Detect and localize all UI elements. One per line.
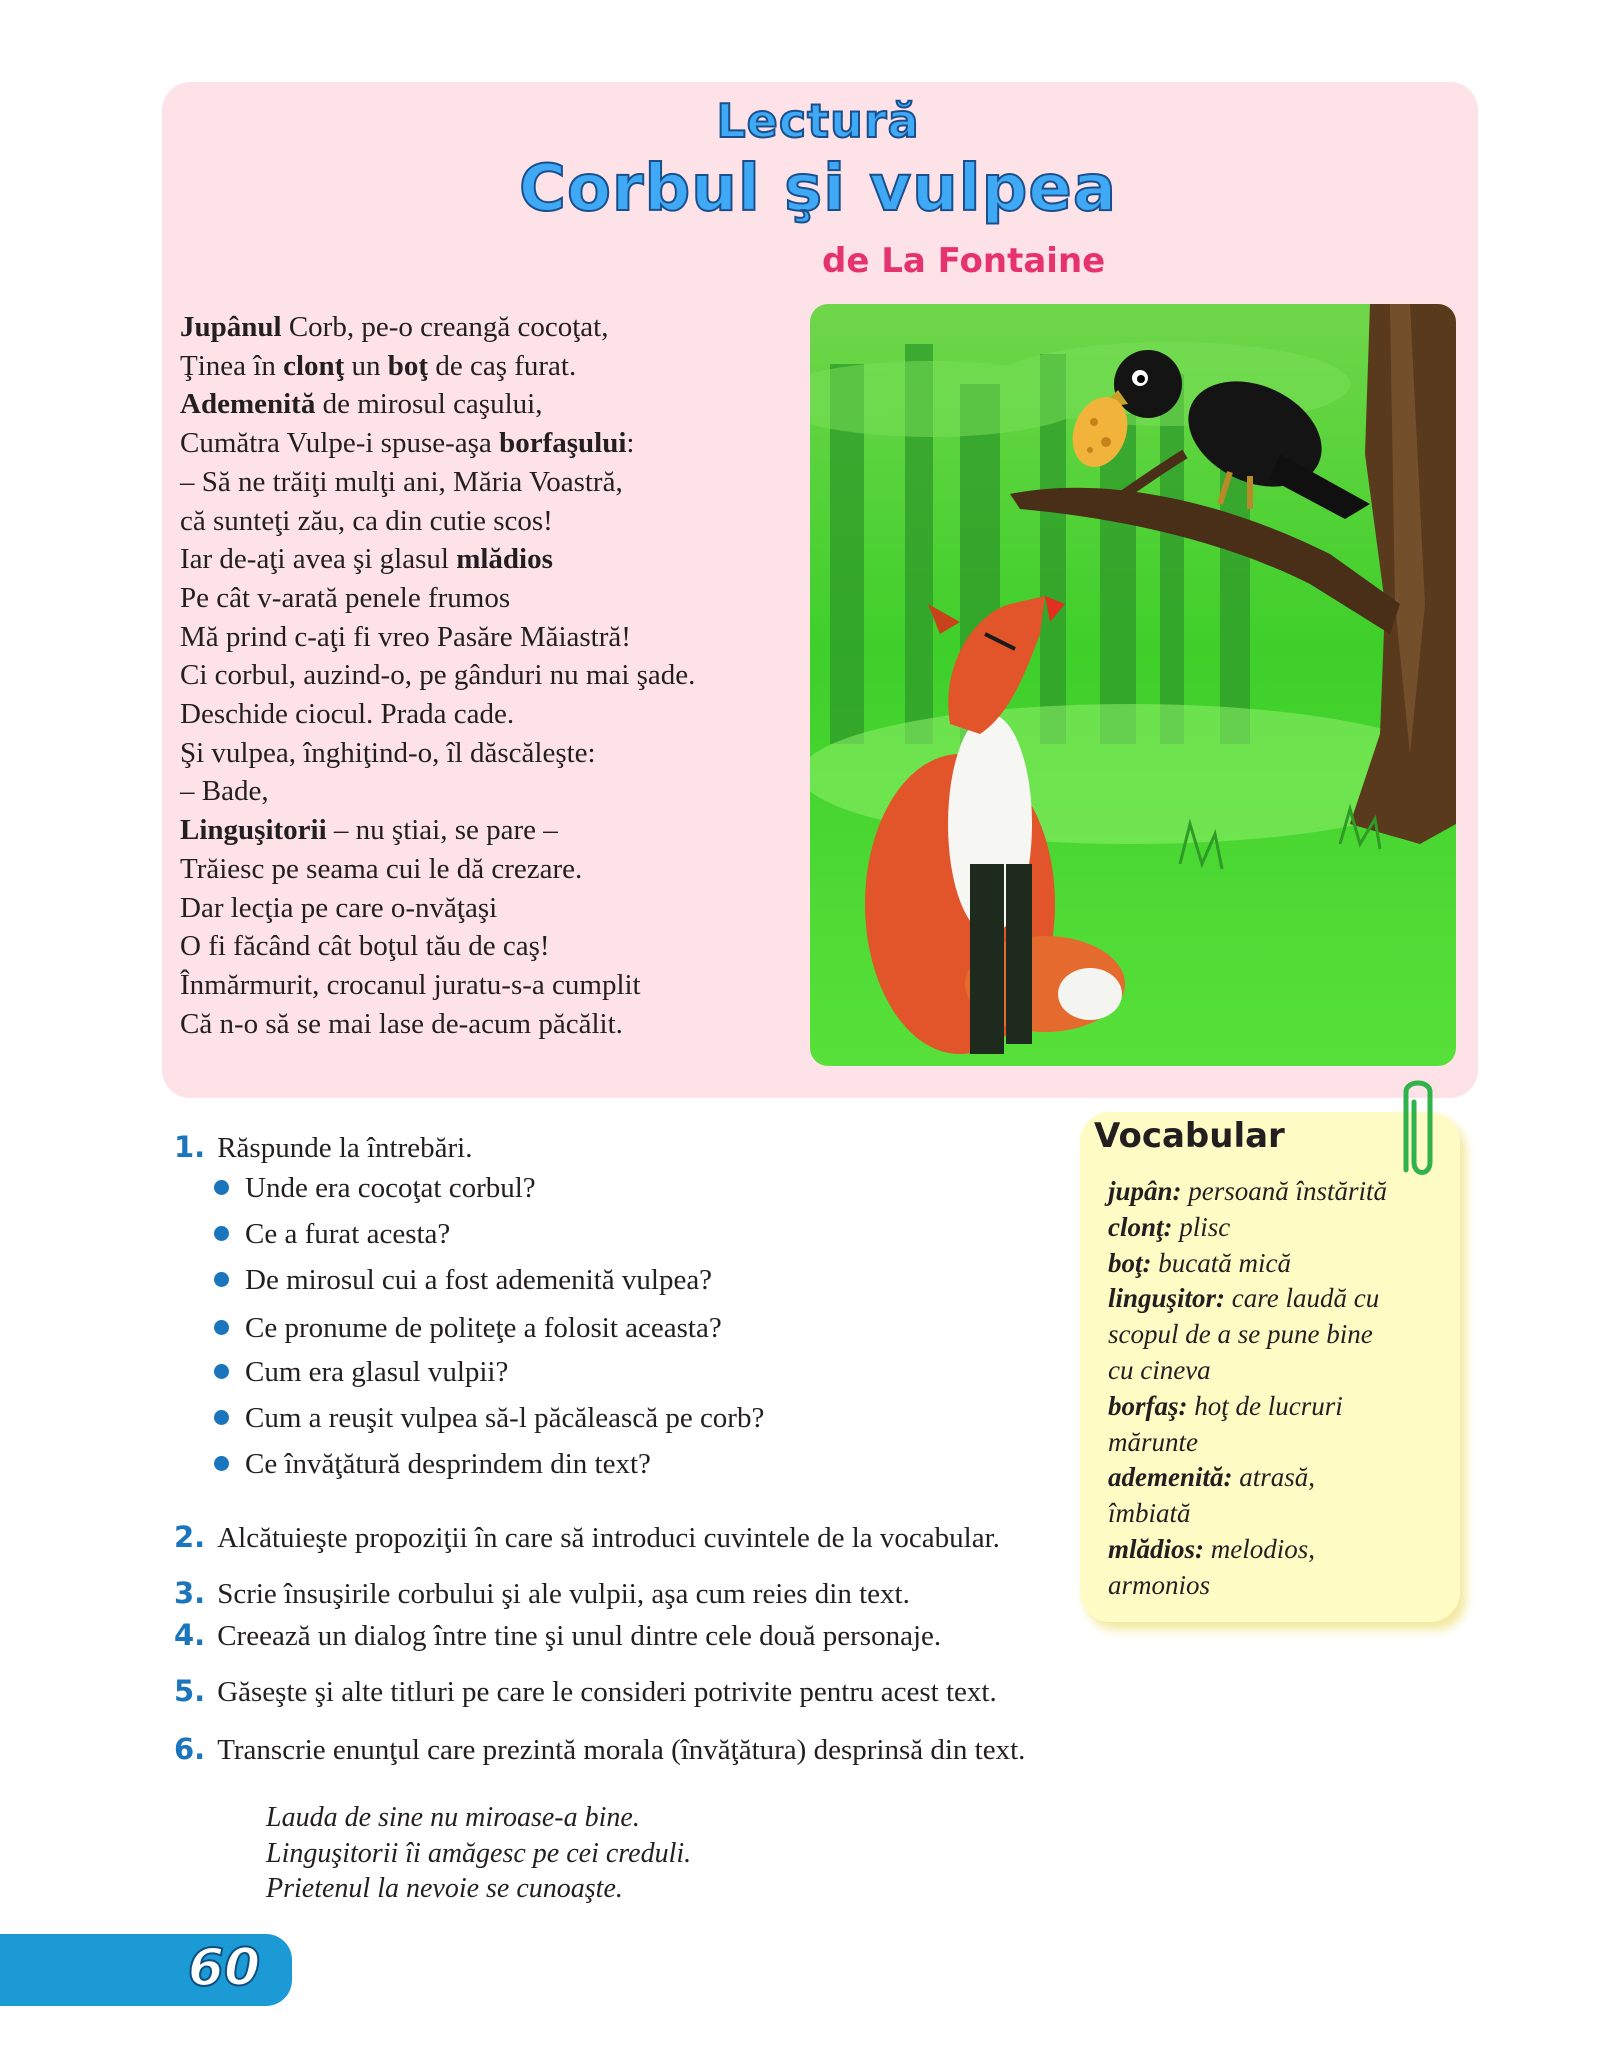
bullet-icon	[214, 1180, 229, 1195]
exercise-5	[174, 1674, 997, 1709]
poem-line: Ci corbul, auzind-o, pe gânduri nu mai şade.	[180, 659, 696, 692]
poem-line: Ţinea în clonţ un boţ de caş furat.	[180, 349, 577, 382]
question-item: Ce învăţătură desprindem din text?	[214, 1448, 651, 1481]
poem-line: – Bade,	[180, 775, 269, 808]
poem-line: Trăiesc pe seama cui le dă crezare.	[180, 852, 583, 885]
vocabulary-line: jupân: persoană înstărită	[1108, 1176, 1388, 1206]
paperclip-icon	[1392, 1074, 1444, 1184]
vocabulary-line: boţ: bucată mică	[1108, 1247, 1291, 1278]
exercise-number: 5.	[174, 1674, 206, 1708]
fable-illustration	[810, 304, 1456, 1066]
question-item: Cum a reuşit vulpea să-l păcălească pe corb?	[214, 1402, 764, 1435]
poem-line: Linguşitorii – nu ştiai, se pare –	[180, 814, 558, 847]
bullet-icon	[214, 1456, 229, 1471]
vocabulary-line: linguşitor: care laudă cu	[1108, 1283, 1380, 1314]
poem-line: Jupânul Corb, pe-o creangă cocoţat,	[180, 311, 609, 343]
vocabulary-line: scopul de a se pune bine	[1108, 1319, 1373, 1350]
poem-line: Că n-o să se mai lase de-acum păcălit.	[180, 1007, 623, 1040]
moral-line: Lauda de sine nu miroase-a bine.	[266, 1802, 640, 1833]
poem-line: Mă prind c-aţi fi vreo Pasăre Măiastră!	[180, 620, 631, 653]
poem-line: Pe cât v-arată penele frumos	[180, 581, 511, 614]
exercise-number: 2.	[174, 1520, 206, 1554]
bullet-icon	[214, 1320, 229, 1335]
exercise-text: Găseşte şi alte titluri pe care le consideri potrivite pentru acest text.	[217, 1676, 997, 1708]
vocabulary-line: mlădios: melodios,	[1108, 1533, 1316, 1564]
poem	[180, 308, 800, 1043]
poem-line: Cumătra Vulpe-i spuse-aşa borfaşului:	[180, 427, 635, 460]
exercise-1	[174, 1130, 472, 1165]
exercise-3	[174, 1576, 910, 1611]
moral-options	[266, 1800, 691, 1907]
poem-line: Deschide ciocul. Prada cade.	[180, 698, 515, 731]
exercise-text: Transcrie enunţul care prezintă morala (învăţătura) desprinsă din text.	[217, 1734, 1026, 1766]
bullet-icon	[214, 1410, 229, 1425]
bullet-icon	[214, 1364, 229, 1379]
exercise-number: 1.	[174, 1130, 206, 1164]
question-item: Cum era glasul vulpii?	[214, 1356, 508, 1389]
exercise-text: Răspunde la întrebări.	[217, 1132, 473, 1164]
moral-line: Prietenul la nevoie se cunoaşte.	[266, 1873, 623, 1904]
exercise-6	[174, 1732, 1025, 1767]
exercise-text: Scrie însuşirile corbului şi ale vulpii, aşa cum reies din text.	[217, 1578, 910, 1610]
exercise-text: Creează un dialog între tine şi unul dintre cele două personaje.	[217, 1620, 942, 1652]
exercise-number: 3.	[174, 1576, 206, 1610]
question-item: Unde era cocoţat corbul?	[214, 1172, 536, 1205]
vocabulary-line: îmbiată	[1108, 1498, 1191, 1529]
vocabulary-line: ademenită: atrasă,	[1108, 1462, 1316, 1493]
poem-line: Dar lecţia pe care o-nvăţaşi	[180, 891, 498, 924]
vocabulary-line: borfaş: hoţ de lucruri	[1108, 1390, 1343, 1421]
poem-line: Înmărmurit, crocanul juratu-s-a cumplit	[180, 968, 641, 1001]
exercise-text: Alcătuieşte propoziţii în care să introduci cuvintele de la vocabular.	[217, 1522, 1000, 1554]
exercise-2	[174, 1520, 1000, 1555]
question-item: Ce pronume de politeţe a folosit aceasta?	[214, 1312, 722, 1345]
poem-line: Ademenită de mirosul caşului,	[180, 388, 543, 421]
vocabulary-entries	[1108, 1174, 1448, 1604]
exercise-4	[174, 1618, 941, 1653]
section-label: Lectură	[716, 94, 920, 148]
question-item: De mirosul cui a fost ademenită vulpea?	[214, 1264, 712, 1297]
story-author: de La Fontaine	[822, 241, 1106, 281]
moral-line: Linguşitorii îi amăgesc pe cei creduli.	[266, 1837, 692, 1869]
story-title: Corbul şi vulpea	[518, 152, 1118, 226]
poem-line: că sunteţi zău, ca din cutie scos!	[180, 504, 553, 537]
poem-line: Iar de-aţi avea şi glasul mlădios	[180, 543, 553, 576]
poem-line: O fi făcând cât boţul tău de caş!	[180, 930, 550, 963]
vocabulary-line: cu cineva	[1108, 1354, 1211, 1385]
vocabulary-line: mărunte	[1108, 1426, 1198, 1457]
question-item: Ce a furat acesta?	[214, 1218, 450, 1251]
vocabulary-box	[1080, 1112, 1460, 1622]
exercise-number: 4.	[174, 1618, 206, 1652]
page-number: 60	[187, 1938, 261, 1998]
vocabulary-title: Vocabular	[1094, 1116, 1285, 1156]
bullet-icon	[214, 1272, 229, 1287]
poem-line: – Să ne trăiţi mulţi ani, Măria Voastră,	[180, 465, 623, 498]
vocabulary-line: clonţ: plisc	[1108, 1211, 1231, 1242]
vocabulary-line: armonios	[1108, 1569, 1211, 1600]
poem-line: Şi vulpea, înghiţind-o, îl dăscăleşte:	[180, 736, 596, 769]
bullet-icon	[214, 1226, 229, 1241]
exercise-number: 6.	[174, 1732, 206, 1766]
